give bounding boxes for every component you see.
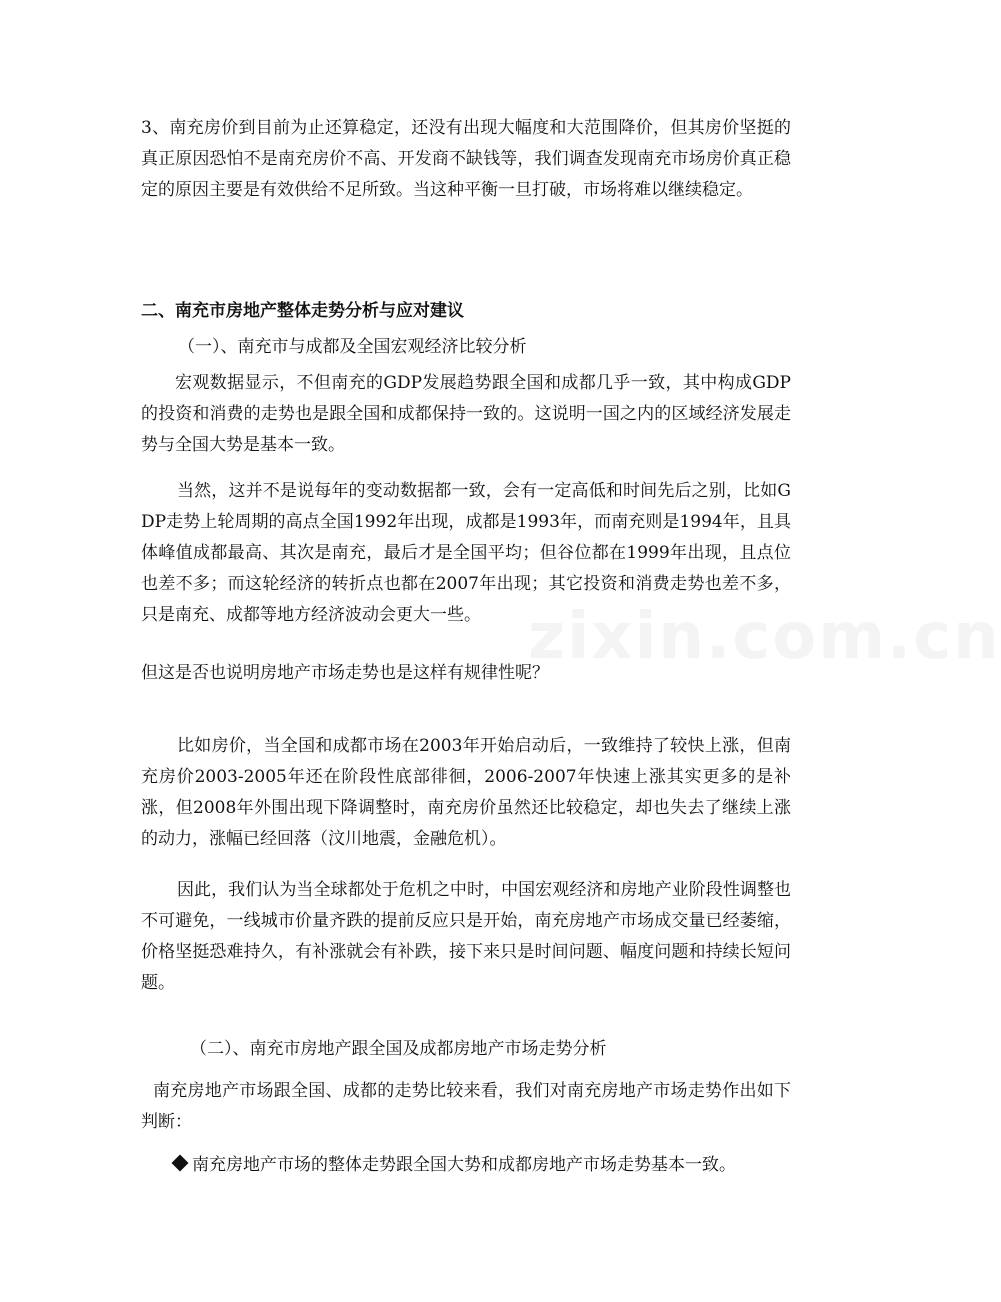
watermark: zixin.com.cn xyxy=(528,600,1001,674)
bullet-item-1 xyxy=(172,1150,736,1181)
paragraph-house-price: 比如房价，当全国和成都市场在2003年开始启动后，一致维持了较快上涨，但南充房价2003-2005年还在阶段性底部徘徊，2006-2007年快速上涨其实更多的是补涨，但2008年外围出现下降调整时，南充房价虽然还比较稳定，却也失去了继续上涨的动力，涨幅已经回落（汶川地震，金融危机）。 xyxy=(141,736,791,849)
section-2-heading: 二、南充市房地产整体走势分析与应对建议 xyxy=(141,301,464,321)
diamond-bullet-icon xyxy=(172,1155,189,1172)
paragraph-macro-data: 宏观数据显示，不但南充的GDP发展趋势跟全国和成都几乎一致，其中构成GDP的投资和消费的走势也是跟全国和成都保持一致的。这说明一国之内的区域经济发展走势与全国大势是基本一致。 xyxy=(141,373,791,455)
subsection-2-heading: （二）、南充市房地产跟全国及成都房地产市场走势分析 xyxy=(190,1039,607,1059)
subsection-1-heading: （一）、南充市与成都及全国宏观经济比较分析 xyxy=(178,337,527,357)
paragraph-compare: 南充房地产市场跟全国、成都的走势比较来看，我们对南充房地产市场走势作出如下判断： xyxy=(141,1081,791,1132)
bullet-item-1-text: 南充房地产市场的整体走势跟全国大势和成都房地产市场走势基本一致。 xyxy=(192,1155,736,1175)
paragraph-of-course: 当然，这并不是说每年的变动数据都一致，会有一定高低和时间先后之别，比如GDP走势上轮周期的高点全国1992年出现，成都是1993年，而南充则是1994年，且具体峰值成都最高、其次是南充，最后才是全国平均；但谷位都在1999年出现，且点位也差不多；而这轮经济的转折点也都在2007年出现；其它投资和消费走势也差不多，只是南充、成都等地方经济波动会更大一些。 xyxy=(141,481,791,625)
paragraph-question: 但这是否也说明房地产市场走势也是这样有规律性呢？ xyxy=(141,663,549,683)
paragraph-3: 3、南充房价到目前为止还算稳定，还没有出现大幅度和大范围降价，但其房价坚挺的真正原因恐怕不是南充房价不高、开发商不缺钱等，我们调查发现南充市场房价真正稳定的原因主要是有效供给不足所致。当这种平衡一旦打破，市场将难以继续稳定。 xyxy=(141,118,791,200)
paragraph-therefore: 因此，我们认为当全球都处于危机之中时，中国宏观经济和房地产业阶段性调整也不可避免，一线城市价量齐跌的提前反应只是开始，南充房地产市场成交量已经萎缩，价格坚挺恐难持久，有补涨就会有补跌，接下来只是时间问题、幅度问题和持续长短问题。 xyxy=(141,880,791,993)
